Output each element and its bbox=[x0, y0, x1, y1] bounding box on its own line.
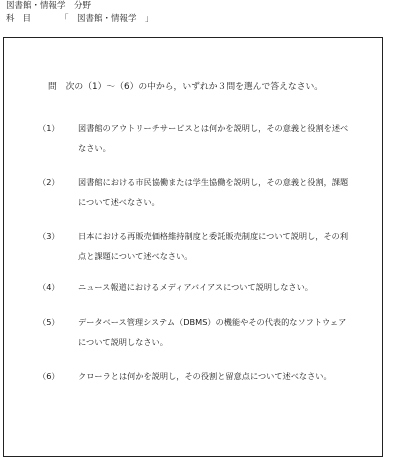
field-label: 図書館・情報学 bbox=[6, 1, 66, 11]
subject-row bbox=[6, 13, 154, 26]
question-5 bbox=[38, 312, 360, 352]
question-6 bbox=[38, 366, 360, 386]
question-number: （2） bbox=[38, 177, 60, 187]
question-number: （3） bbox=[38, 231, 60, 241]
document-header bbox=[6, 0, 154, 26]
question-text-line: クローラとは何かを説明し，その役割と留意点について述べなさい。 bbox=[78, 371, 332, 381]
question-2 bbox=[38, 172, 360, 212]
question-text-line: 点と課題について述べなさい。 bbox=[78, 251, 193, 261]
field-value: 分野 bbox=[74, 1, 92, 11]
question-4 bbox=[38, 277, 360, 297]
question-number: （1） bbox=[38, 123, 60, 133]
question-text-line: ニュース報道におけるメディアバイアスについて説明しなさい。 bbox=[78, 282, 313, 292]
question-text-line: 図書館のアウトリーチサービスとは何かを説明し，その意義と役割を述べ bbox=[78, 123, 349, 133]
question-text-line: について述べなさい。 bbox=[78, 197, 160, 207]
question-text-line: 日本における再販売価格維持制度と委託販売制度について説明し，その利 bbox=[78, 231, 349, 241]
question-text-line: 図書館における市民協働または学生協働を説明し，その意義と役割，課題 bbox=[78, 177, 349, 187]
question-text-line: なさい。 bbox=[78, 143, 111, 153]
question-number: （5） bbox=[38, 317, 60, 327]
question-1 bbox=[38, 118, 360, 158]
question-number: （4） bbox=[38, 282, 60, 292]
subject-label: 科目 bbox=[6, 14, 40, 24]
question-number: （6） bbox=[38, 371, 60, 381]
question-text-line: について説明しなさい。 bbox=[78, 337, 168, 347]
subject-value: 「 図書館・情報学 」 bbox=[60, 14, 154, 24]
question-3 bbox=[38, 226, 360, 266]
field-row bbox=[6, 0, 154, 13]
question-text-line: データベース管理システム（DBMS）の機能やその代表的なソフトウェア bbox=[78, 317, 347, 327]
exam-instruction: 問 次の（1）～（6）の中から，いずれか３問を選んで答えなさい。 bbox=[48, 82, 324, 92]
